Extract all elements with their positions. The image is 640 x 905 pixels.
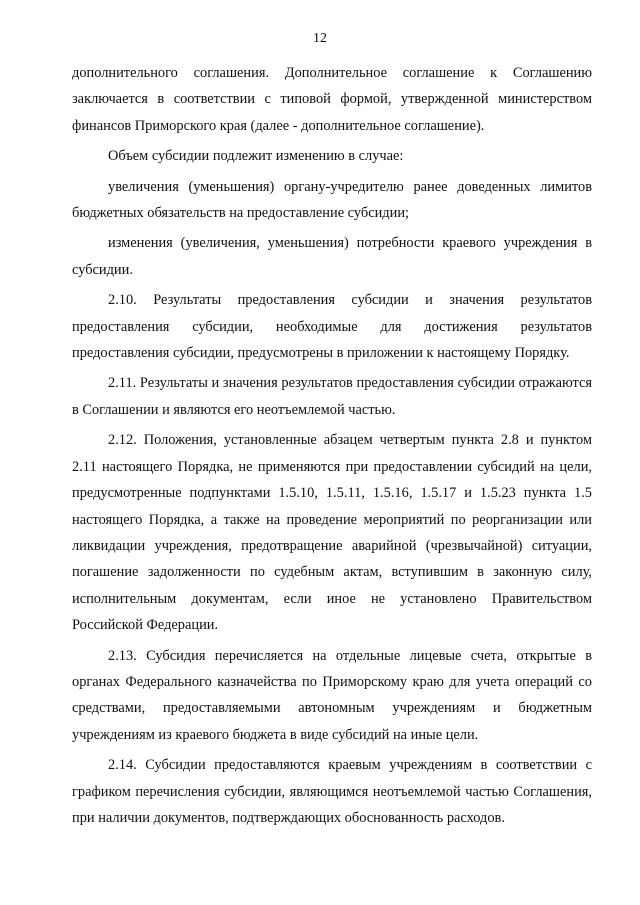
paragraph-2-11: 2.11. Результаты и значения результатов предоставления субсидии отражаются в Соглашении и являются его неотъемлемой частью. — [72, 375, 592, 418]
paragraph-2-10: 2.10. Результаты предоставления субсидии и значения результатов предоставления субсидии, необходимые для достижения результатов предоставления субсидии, предусмотрены в приложении к настоящему Порядку. — [72, 292, 592, 362]
paragraph-2-12: 2.12. Положения, установленные абзацем четвертым пункта 2.8 и пунктом 2.11 настоящего Порядка, не применяются при предоставлении субсидий на цели, предусмотренные подпунктами 1.5.10, 1.5.11, 1.5.16, 1.5.17 и 1.5.23 пункта 1.5 настоящего Порядка, а также на проведение мероприятий по реорганизации или ликвидации учреждения, предотвращение аварийной (чрезвычайной) ситуации, погашение задолженности по судебным актам, вступившим в законную силу, исполнительным документам, если иное не установлено Правительством Российской Федерации. — [72, 432, 592, 634]
paragraph-continuation: дополнительного соглашения. Дополнительное соглашение к Соглашению заключается в соответствии с типовой формой, утвержденной министерством финансов Приморского края (далее - дополнительное соглашение). — [72, 65, 592, 134]
paragraph-2-13: 2.13. Субсидия перечисляется на отдельные лицевые счета, открытые в органах Федерального казначейства по Приморскому краю для учета операций со средствами, предоставляемыми автономным учреждениям и бюджетным учреждениям из краевого бюджета в виде субсидий на иные цели. — [72, 647, 592, 743]
paragraph-need-change: изменения (увеличения, уменьшения) потребности краевого учреждения в субсидии. — [72, 235, 592, 278]
page-number: 12 — [313, 31, 327, 46]
paragraph-2-14: 2.14. Субсидии предоставляются краевым учреждениям в соответствии с графиком перечисления субсидии, являющимся неотъемлемой частью Соглашения, при наличии документов, подтверждающих обоснованность расходов. — [72, 757, 592, 826]
paragraph-limits-change: увеличения (уменьшения) органу-учредителю ранее доведенных лимитов бюджетных обязательств на предоставление субсидии; — [72, 178, 592, 222]
document-body — [72, 60, 592, 835]
paragraph-subsidy-change-intro: Объем субсидии подлежит изменению в случае: — [108, 148, 404, 165]
